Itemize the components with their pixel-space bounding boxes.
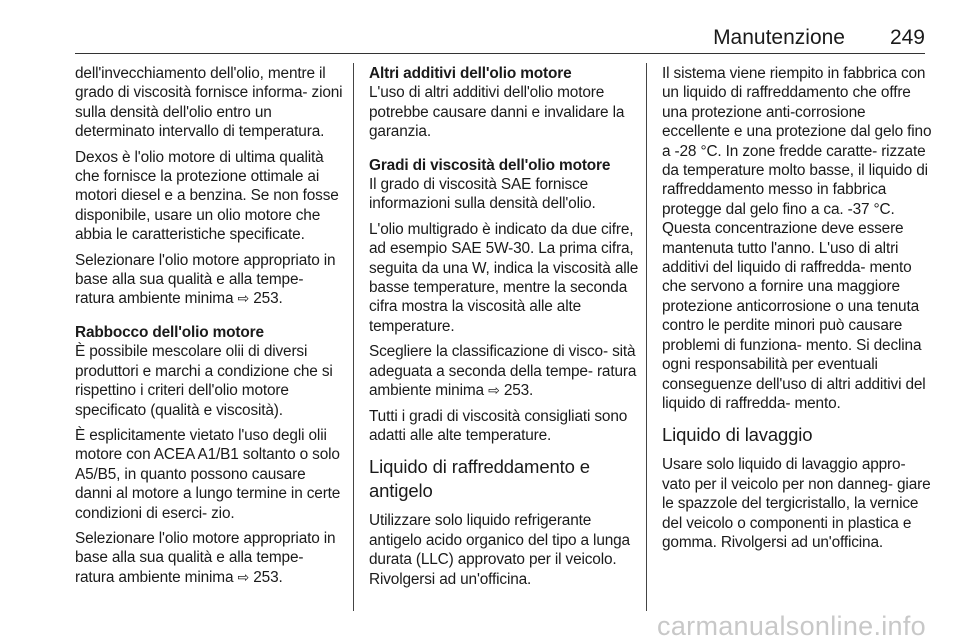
column-1 [75,64,345,593]
section-title: Manutenzione [713,26,845,49]
column-divider-1 [353,63,354,611]
paragraph: Il grado di viscosità SAE fornisce informazioni sulla densità dell'olio. [369,176,596,213]
page-ref-arrow-icon: ⇨ [488,382,500,399]
section-heading: Liquido di raffreddamento e antigelo [369,456,590,502]
paragraph: Il sistema viene riempito in fabbrica con un liquido di raffreddamento che offre una protezione anti-corrosione eccellente e una protezione dal gelo fino a -28 °C. In zone fredde caratte- rizzate da temperature molto basse, il liquido di raffreddamento messo in fabbrica protegge dal gelo fino a ca. -37 °C. Questa concentrazione deve essere mantenuta tutto l'anno. L'uso di altri additivi del liquido di raffredda- mento che servono a fornire una maggiore protezione anticorrosione o una tenuta contro le perdite minori può causare problemi di funziona- mento. Si declina ogni responsabilità per eventuali conseguenze dell'uso di altri additivi del liquido di raffredda- mento. [662,65,932,412]
paragraph: Tutti i gradi di viscosità consigliati sono adatti alle alte temperature. [369,407,628,444]
page-number: 249 [889,26,925,49]
watermark: carmanualsonline.info [657,611,926,641]
paragraph: Selezionare l'olio motore appropriato in base alla sua qualità e alla tempe- ratura ambiente minima ⇨ 253. [75,251,336,308]
subheading: Gradi di viscosità dell'olio motore [369,156,611,174]
subheading: Rabbocco dell'olio motore [75,323,264,341]
paragraph: Scegliere la classificazione di visco- sità adeguata a seconda della tempe- ratura ambiente minima ⇨ 253. [369,343,637,400]
page-ref-arrow-icon: ⇨ [237,290,250,307]
paragraph: È esplicitamente vietato l'uso degli olii motore con ACEA A1/B1 soltanto o solo A5/B5, in quanto possono causare danni al motore a lungo termine in certe condizioni di eserci- zio. [75,426,341,522]
page-ref-arrow-icon: ⇨ [237,568,250,585]
paragraph: È possibile mescolare olii di diversi produttori e marchi a condizione che si rispettino i criteri dell'olio motore specificato (qualità e viscosità). [75,343,333,419]
header-divider [75,53,925,54]
paragraph: dell'invecchiamento dell'olio, mentre il grado di viscosità fornisce informa- zioni sulla densità dell'olio entro un determinato intervallo di temperatura. [75,65,343,141]
column-divider-2 [646,63,647,611]
subheading: Altri additivi dell'olio motore [369,65,572,82]
paragraph: L'olio multigrado è indicato da due cifre, ad esempio SAE 5W-30. La prima cifra, seguita da una W, indica la viscosità alle basse temperature, mentre la seconda cifra mostra la viscosità alle alte temperature. [369,220,639,335]
paragraph: Selezionare l'olio motore appropriato in base alla sua qualità e alla tempe- ratura ambiente minima ⇨ 253. [75,529,336,586]
column-2 [369,64,639,595]
paragraph: Dexos è l'olio motore di ultima qualità che fornisce la protezione ottimale ai motori diesel e a benzina. Se non fosse disponibile, usare un olio motore che abbia le caratteristiche specificate. [75,148,339,244]
paragraph: L'uso di altri additivi dell'olio motore potrebbe causare danni e invalidare la garanzia. [369,84,625,141]
paragraph: Usare solo liquido di lavaggio appro- vato per il veicolo per non danneg- giare le spazzole del tergicristallo, la vernice del veicolo o componenti in plastica e gomma. Rivolgersi ad un'officina. [662,456,931,551]
page-ref-link[interactable]: 253. [253,290,283,308]
column-3 [662,64,932,558]
section-heading: Liquido di lavaggio [662,424,813,446]
page-ref-link[interactable]: 253. [253,568,283,586]
page-ref-link[interactable]: 253. [503,382,534,400]
page-header [75,26,925,50]
paragraph: Utilizzare solo liquido refrigerante antigelo acido organico del tipo a lunga durata (LLC) approvato per il veicolo. Rivolgersi ad un'officina. [369,512,630,588]
